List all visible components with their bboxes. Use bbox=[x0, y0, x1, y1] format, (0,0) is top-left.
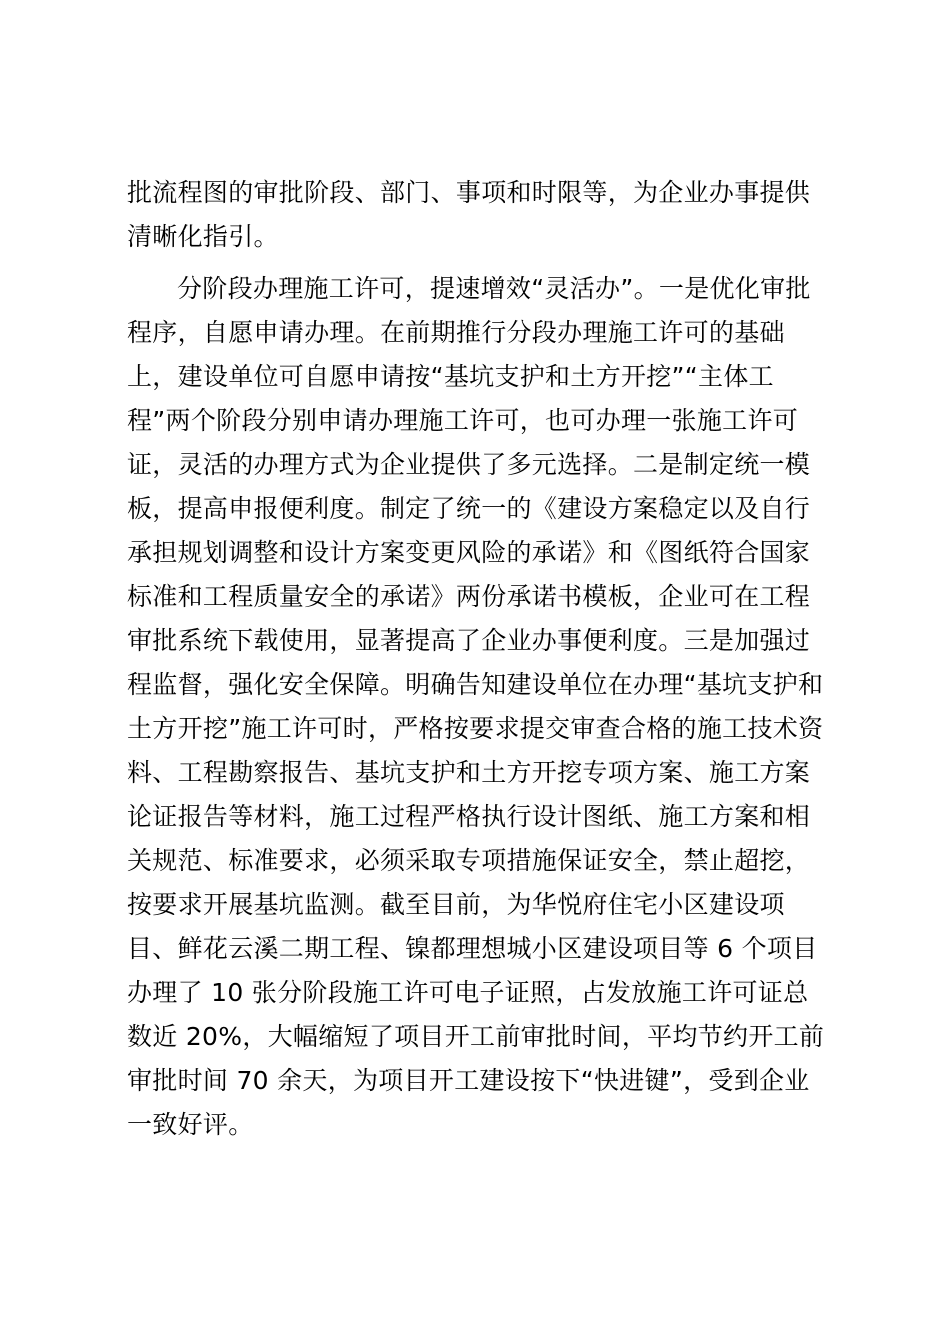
text-line-11: 审批系统下载使用，显著提高了企业办事便利度。三是加强过 bbox=[127, 626, 811, 655]
text-line-12: 程监督，强化安全保障。明确告知建设单位在办理“基坑支护和 bbox=[127, 670, 824, 699]
text-line-9: 承担规划调整和设计方案变更风险的承诺》和《图纸符合国家 bbox=[127, 538, 811, 567]
text-line-5: 上，建设单位可自愿申请按“基坑支护和土方开挖”“主体工 bbox=[127, 362, 774, 391]
text-line-6: 程”两个阶段分别申请办理施工许可，也可办理一张施工许可 bbox=[127, 406, 799, 435]
text-line-20: 数近 20%，大幅缩短了项目开工前审批时间，平均节约开工前 bbox=[127, 1022, 825, 1051]
text-line-15: 论证报告等材料，施工过程严格执行设计图纸、施工方案和相 bbox=[127, 802, 811, 831]
text-line-16: 关规范、标准要求，必须采取专项措施保证安全，禁止超挖， bbox=[127, 846, 811, 875]
text-line-18: 目、鲜花云溪二期工程、镍都理想城小区建设项目等 6 个项目 bbox=[127, 934, 818, 963]
text-line-19: 办理了 10 张分阶段施工许可电子证照，占发放施工许可证总 bbox=[127, 978, 809, 1007]
text-line-2: 清晰化指引。 bbox=[127, 222, 279, 251]
text-line-22: 一致好评。 bbox=[127, 1110, 254, 1139]
text-line-14: 料、工程勘察报告、基坑支护和土方开挖专项方案、施工方案 bbox=[127, 758, 811, 787]
text-line-21: 审批时间 70 余天，为项目开工建设按下“快进键”，受到企业 bbox=[127, 1066, 810, 1095]
text-line-17: 按要求开展基坑监测。截至目前，为华悦府住宅小区建设项 bbox=[127, 890, 785, 919]
text-line-7: 证，灵活的办理方式为企业提供了多元选择。二是制定统一模 bbox=[127, 450, 811, 479]
text-line-1: 批流程图的审批阶段、部门、事项和时限等，为企业办事提供 bbox=[127, 178, 811, 207]
text-line-3: 分阶段办理施工许可，提速增效“灵活办”。一是优化审批 bbox=[177, 274, 811, 303]
text-line-4: 程序，自愿申请办理。在前期推行分段办理施工许可的基础 bbox=[127, 318, 785, 347]
text-line-8: 板，提高申报便利度。制定了统一的《建设方案稳定以及自行 bbox=[127, 494, 811, 523]
text-line-13: 土方开挖”施工许可时，严格按要求提交审查合格的施工技术资 bbox=[127, 714, 824, 743]
text-line-10: 标准和工程质量安全的承诺》两份承诺书模板，企业可在工程 bbox=[127, 582, 811, 611]
